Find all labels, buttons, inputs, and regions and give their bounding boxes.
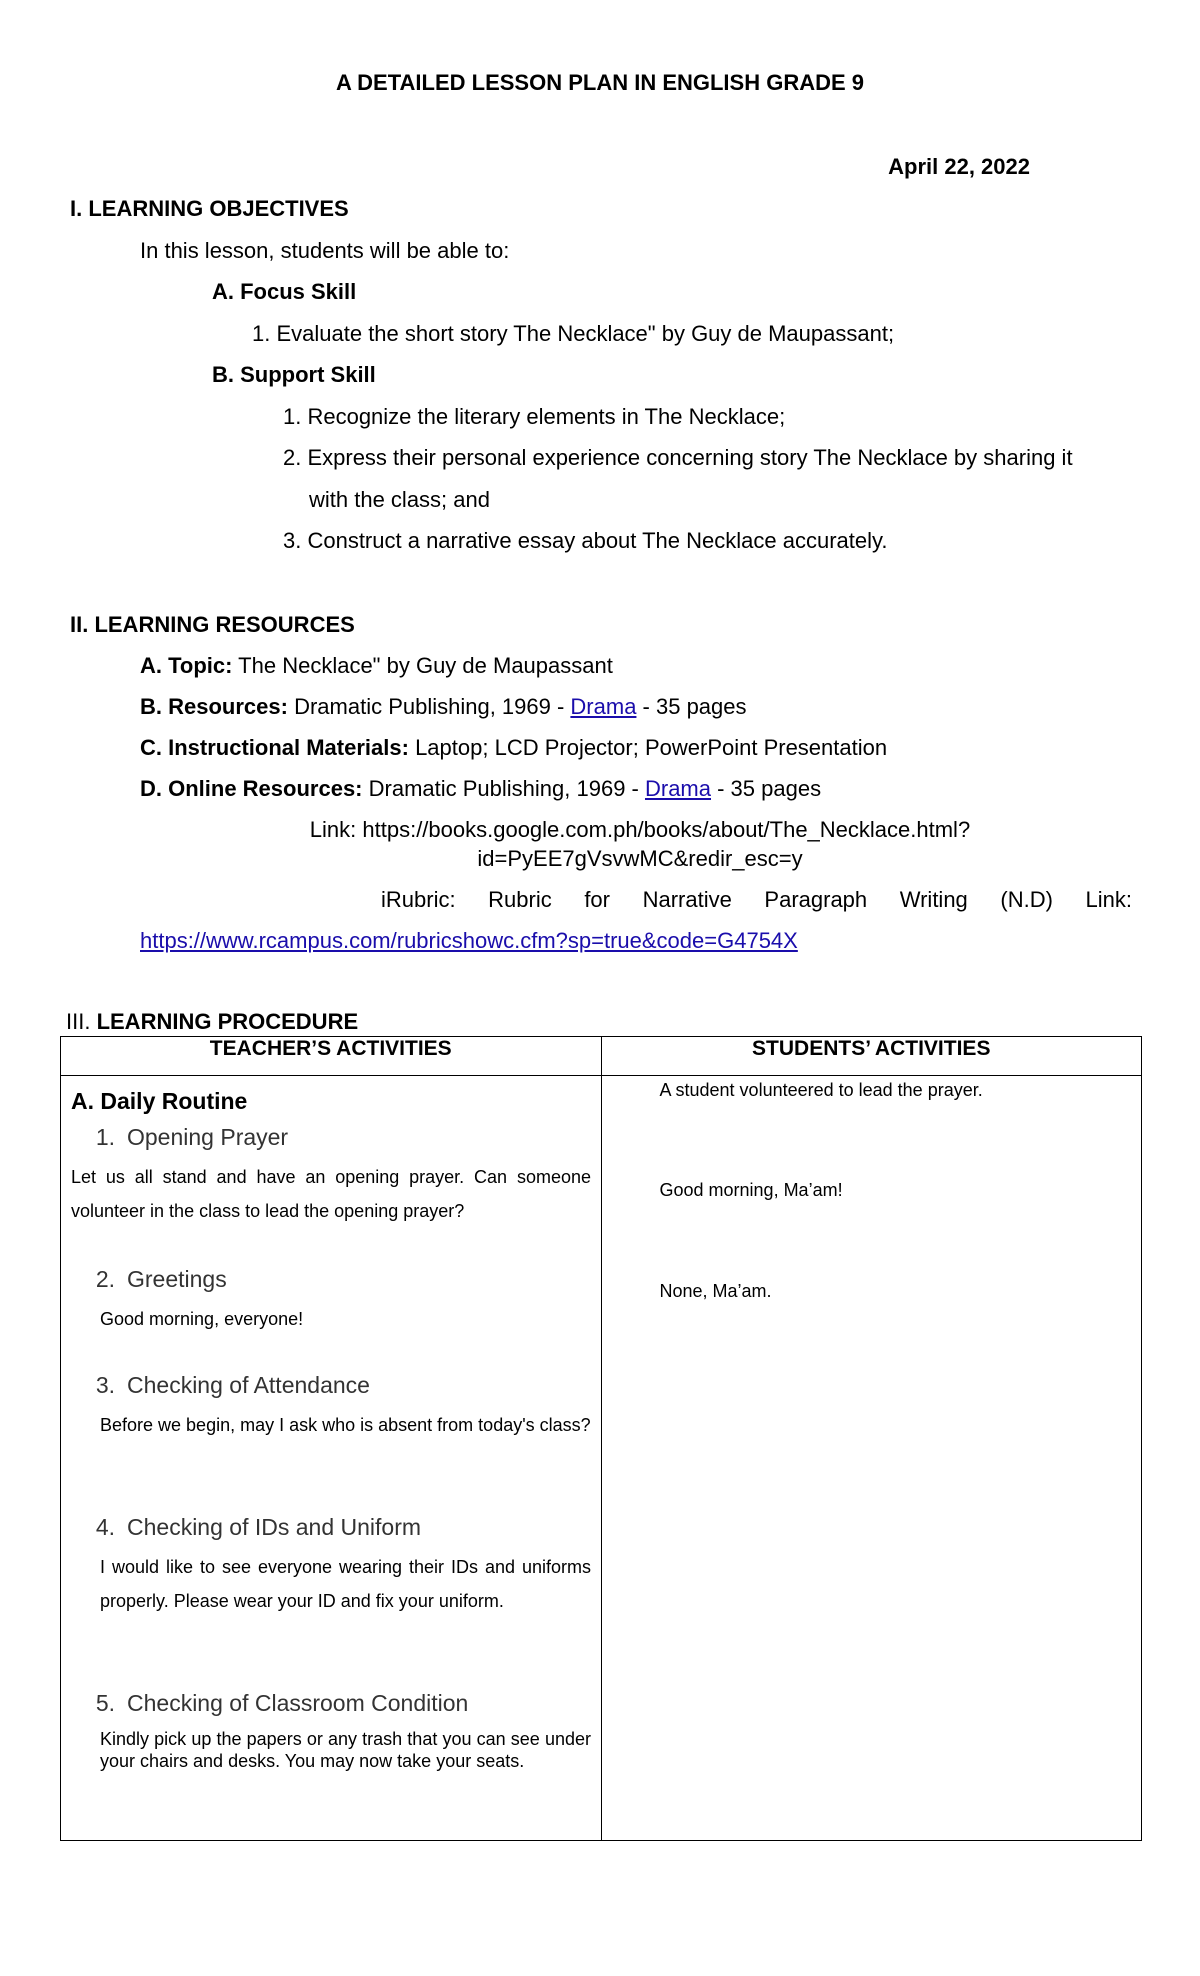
objectives-intro: In this lesson, students will be able to:	[140, 238, 510, 263]
step-number: 4.	[95, 1514, 115, 1540]
procedure-numeral: III.	[66, 1009, 97, 1034]
step-title	[81, 1266, 227, 1293]
step-number: 1.	[95, 1124, 115, 1150]
teacher-activities-cell	[61, 1076, 602, 1841]
support-item: 3. Construct a narrative essay about The Necklace accurately.	[283, 528, 888, 553]
procedure-heading-text: LEARNING PROCEDURE	[96, 1009, 359, 1034]
online-text: Dramatic Publishing, 1969 -	[362, 776, 645, 801]
topic-line	[140, 653, 613, 679]
table-header-row	[61, 1037, 1142, 1076]
resources-label: B. Resources:	[140, 694, 288, 719]
step-title	[81, 1690, 468, 1717]
step-title	[81, 1372, 370, 1399]
step-title-text: Checking of Classroom Condition	[127, 1690, 469, 1716]
online-pages: - 35 pages	[711, 776, 822, 801]
table-row	[61, 1076, 1142, 1841]
step-text: I would like to see everyone wearing their IDs and uniforms properly. Please wear your ID and fix your uniform.	[100, 1557, 591, 1611]
irubric-word: Writing	[899, 887, 968, 912]
step-title	[81, 1514, 421, 1541]
document-title: A DETAILED LESSON PLAN IN ENGLISH GRADE 9	[335, 70, 865, 95]
google-books-link-line1: Link: https://books.google.com.ph/books/about/The_Necklace.html?	[309, 817, 971, 842]
step-title-text: Opening Prayer	[127, 1124, 289, 1150]
irubric-word: iRubric:	[381, 887, 456, 912]
irubric-word: (N.D)	[1000, 887, 1053, 912]
resources-heading: II. LEARNING RESOURCES	[70, 612, 355, 637]
students-activities-header: STUDENTS’ ACTIVITIES	[601, 1037, 1142, 1076]
step-text: Before we begin, may I ask who is absent from today's class?	[100, 1415, 591, 1435]
materials-label: C. Instructional Materials:	[140, 735, 409, 760]
drama-link[interactable]: Drama	[644, 776, 711, 801]
step-title-text: Checking of Attendance	[127, 1372, 370, 1398]
support-skill-heading: B. Support Skill	[212, 362, 376, 387]
step-title	[81, 1124, 288, 1151]
drama-link[interactable]: Drama	[570, 694, 637, 719]
student-response: Good morning, Ma’am!	[659, 1180, 843, 1200]
step-text: Good morning, everyone!	[100, 1309, 304, 1329]
online-resources-line	[140, 776, 821, 802]
step-number: 5.	[95, 1690, 115, 1716]
support-item-continuation: with the class; and	[309, 487, 490, 512]
irubric-word: Rubric	[488, 887, 552, 912]
step-text: Kindly pick up the papers or any trash that you can see under your chairs and desks. You may now take your seats.	[100, 1729, 591, 1771]
irubric-url-link[interactable]: https://www.rcampus.com/rubricshowc.cfm?sp=true&code=G4754X	[140, 928, 798, 953]
irubric-word: Paragraph	[764, 887, 868, 912]
procedure-table	[60, 1036, 1142, 1841]
objectives-heading: I. LEARNING OBJECTIVES	[70, 196, 349, 221]
step-number: 3.	[95, 1372, 115, 1398]
google-books-link-line2: id=PyEE7gVsvwMC&redir_esc=y	[477, 846, 803, 871]
step-number: 2.	[95, 1266, 115, 1292]
resources-line	[140, 694, 747, 720]
irubric-word: for	[584, 887, 610, 912]
step-title-text: Greetings	[127, 1266, 227, 1292]
topic-label: A. Topic:	[140, 653, 233, 678]
students-activities-cell	[601, 1076, 1142, 1841]
irubric-word: Link:	[1085, 887, 1132, 912]
lesson-date: April 22, 2022	[888, 154, 1030, 179]
procedure-heading	[66, 1009, 358, 1035]
student-response: None, Ma’am.	[659, 1281, 772, 1301]
resources-text: Dramatic Publishing, 1969 -	[287, 694, 571, 719]
materials-value: Laptop; LCD Projector; PowerPoint Presentation	[408, 735, 888, 760]
student-response: A student volunteered to lead the prayer.	[659, 1080, 983, 1100]
step-title-text: Checking of IDs and Uniform	[127, 1514, 422, 1540]
daily-routine-heading: A. Daily Routine	[71, 1088, 248, 1114]
focus-skill-heading: A. Focus Skill	[212, 279, 357, 304]
teacher-activities-header: TEACHER’S ACTIVITIES	[61, 1037, 602, 1076]
step-text: Let us all stand and have an opening prayer. Can someone volunteer in the class to lead the opening prayer?	[71, 1167, 591, 1221]
irubric-line	[381, 887, 1132, 913]
topic-value: The Necklace" by Guy de Maupassant	[232, 653, 613, 678]
online-label: D. Online Resources:	[140, 776, 363, 801]
resources-pages: - 35 pages	[636, 694, 747, 719]
support-item: 1. Recognize the literary elements in The Necklace;	[283, 404, 786, 429]
focus-item: 1. Evaluate the short story The Necklace" by Guy de Maupassant;	[252, 321, 895, 346]
materials-line	[140, 735, 887, 761]
support-item: 2. Express their personal experience concerning story The Necklace by sharing it	[283, 445, 1073, 470]
irubric-word: Narrative	[642, 887, 732, 912]
